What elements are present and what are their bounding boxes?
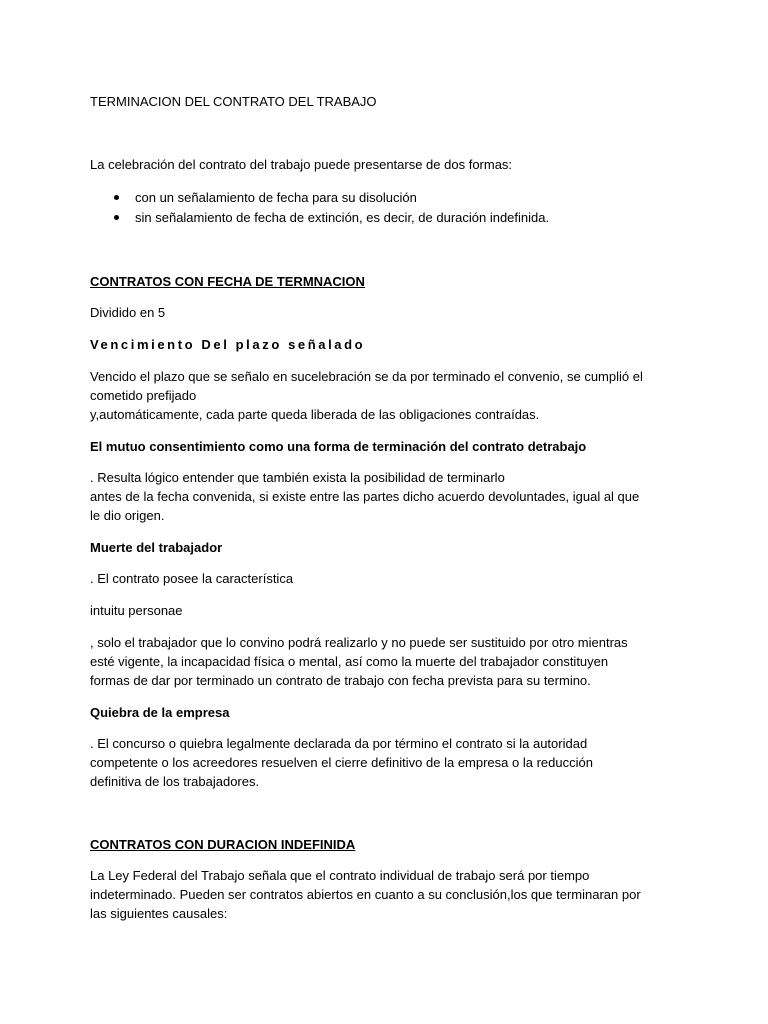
subheading-worker-death: Muerte del trabajador [90,540,223,555]
paragraph-line: cometido prefijado [90,388,197,403]
section-heading-fixed-term: CONTRATOS CON FECHA DE TERMNACION [90,274,365,289]
list-item [90,208,549,228]
paragraph-line: formas de dar por terminado un contrato de trabajo con fecha prevista para su termino. [90,673,591,688]
paragraph-line: antes de la fecha convenida, si existe entre las partes dicho acuerdo devoluntades, igual al que [90,489,640,504]
paragraph-line: indeterminado. Pueden ser contratos abiertos en cuanto a su conclusión,los que terminaran por [90,887,641,902]
section-intro-text: Dividido en 5 [90,305,166,320]
paragraph-line: y,automáticamente, cada parte queda liberada de las obligaciones contraídas. [90,407,540,422]
paragraph-line: . El contrato posee la característica [90,571,294,586]
subheading-bankruptcy: Quiebra de la empresa [90,705,230,720]
paragraph-line: intuitu personae [90,603,183,618]
paragraph-line: las siguientes causales: [90,906,228,921]
intro-paragraph: La celebración del contrato del trabajo puede presentarse de dos formas: [90,157,513,172]
subheading-term-expiry: Vencimiento Del plazo señalado [90,337,366,352]
paragraph-line: La Ley Federal del Trabajo señala que el contrato individual de trabajo será por tiempo [90,868,590,883]
paragraph-line: esté vigente, la incapacidad física o mental, así como la muerte del trabajador constituyen [90,654,609,669]
paragraph-line: definitiva de los trabajadores. [90,774,260,789]
list-item-text: con un señalamiento de fecha para su disolución [135,190,417,205]
paragraph-line: competente o los acreedores resuelven el cierre definitivo de la empresa o la reducción [90,755,593,770]
document-page [90,0,690,1024]
document-title: TERMINACION DEL CONTRATO DEL TRABAJO [90,94,377,109]
paragraph-line: le dio origen. [90,508,165,523]
section-heading-indefinite: CONTRATOS CON DURACION INDEFINIDA [90,837,356,852]
list-item-text: sin señalamiento de fecha de extinción, es decir, de duración indefinida. [135,209,550,225]
bullet-icon [114,195,119,200]
bullet-icon [114,215,119,220]
paragraph-line: Vencido el plazo que se señalo en sucelebración se da por terminado el convenio, se cumplió el [90,369,643,384]
list-item [90,188,549,208]
paragraph-line: , solo el trabajador que lo convino podrá realizarlo y no puede ser sustituido por otro mientras [90,635,628,650]
subheading-mutual-consent: El mutuo consentimiento como una forma de terminación del contrato detrabajo [90,439,587,454]
forms-bullet-list [90,188,549,227]
paragraph-line: . El concurso o quiebra legalmente declarada da por término el contrato si la autoridad [90,736,588,751]
paragraph-line: . Resulta lógico entender que también exista la posibilidad de terminarlo [90,470,505,485]
